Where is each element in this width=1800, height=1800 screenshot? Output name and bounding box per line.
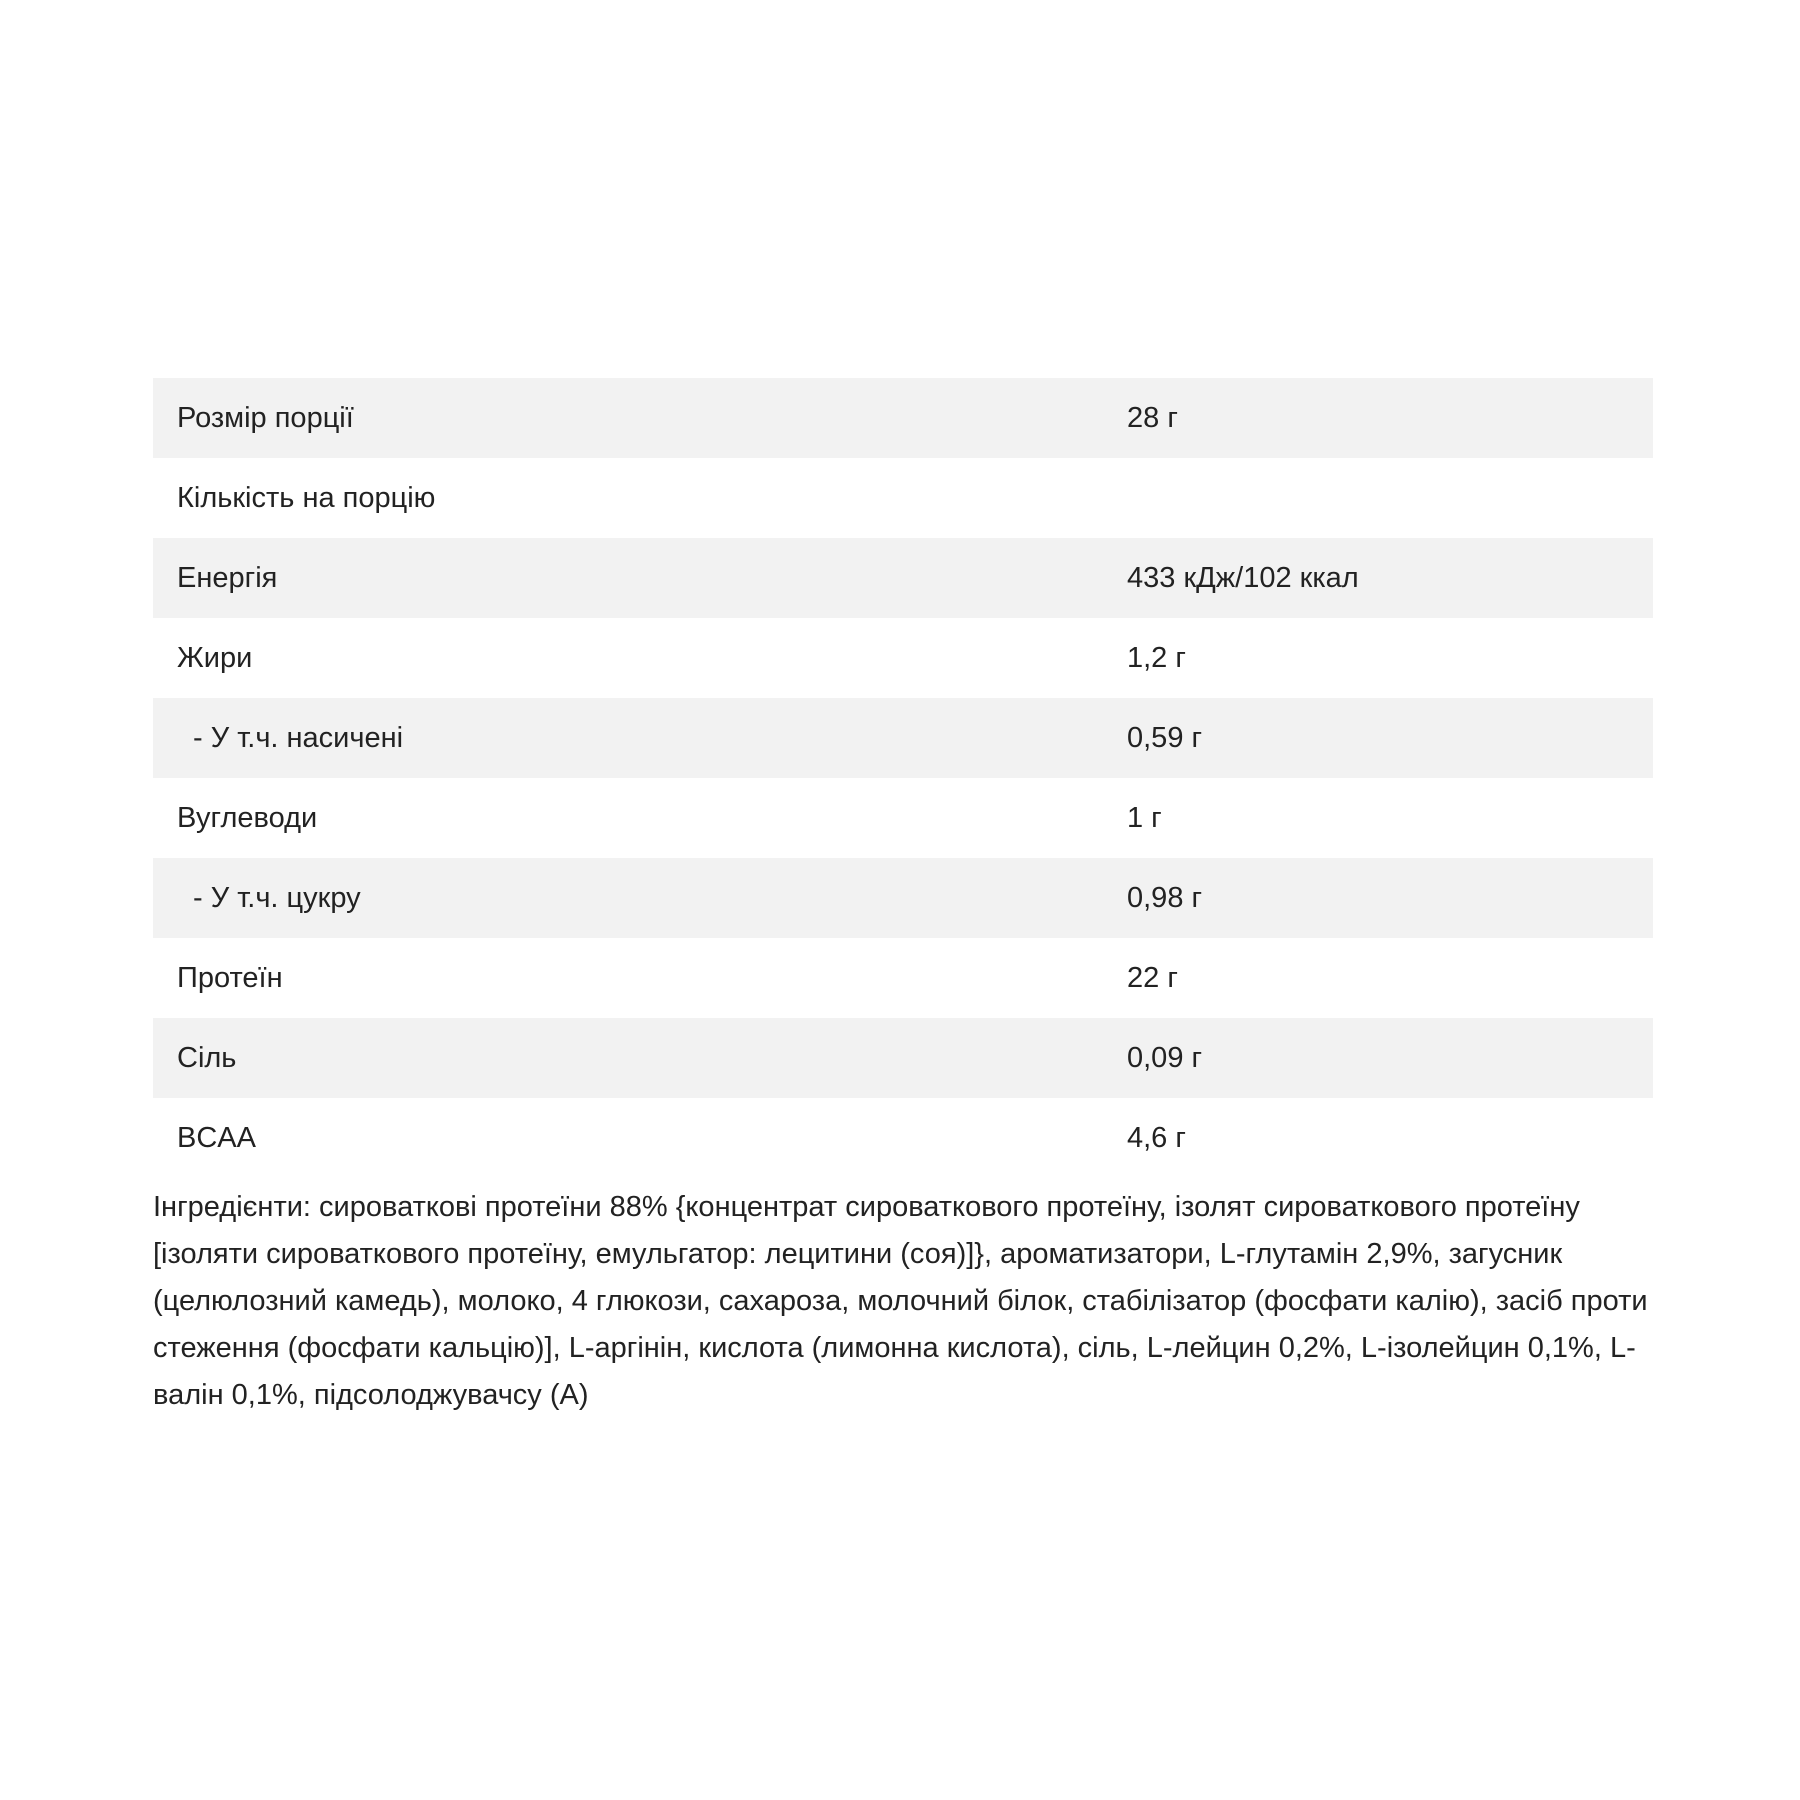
table-row: [153, 378, 1653, 458]
nutrient-label: Енергія: [177, 561, 278, 594]
table-row: [153, 1098, 1653, 1178]
nutrient-label: Вуглеводи: [177, 801, 318, 834]
table-row: [153, 698, 1653, 778]
nutrient-value: 0,09 г: [1127, 1041, 1203, 1074]
nutrient-label: - У т.ч. цукру: [193, 881, 361, 914]
nutrient-value: 1,2 г: [1127, 641, 1186, 674]
nutrient-value: 433 кДж/102 ккал: [1127, 561, 1359, 594]
table-row: [153, 458, 1653, 538]
table-row: [153, 778, 1653, 858]
nutrient-label: Протеїн: [177, 961, 283, 994]
nutrition-facts-table: [153, 378, 1653, 1178]
nutrient-value: 1 г: [1127, 801, 1162, 834]
nutrient-label: Жири: [177, 641, 253, 674]
table-row: [153, 938, 1653, 1018]
nutrient-value: 0,59 г: [1127, 721, 1203, 754]
nutrient-label: Кількість на порцію: [177, 481, 436, 514]
nutrient-label: Розмір порції: [177, 401, 354, 434]
nutrient-label: Сіль: [177, 1041, 237, 1074]
nutrient-label: - У т.ч. насичені: [193, 721, 404, 754]
nutrient-label: BCAA: [177, 1121, 256, 1154]
ingredients-paragraph: Інгредієнти: сироваткові протеїни 88% {концентрат сироваткового протеїну, ізолят сироваткового протеїну [ізоляти сироваткового протеїну, емульгатор: лецитини (соя)]}, ароматизатори, L-глутамін 2,9%, загусник (целюлозний камедь), молоко, 4 глюкози, сахароза, молочний білок, стабілізатор (фосфати калію), засіб проти стеження (фосфати кальцію)], L-аргінін, кислота (лимонна кислота), сіль, L-лейцин 0,2%, L-ізолейцин 0,1%, L-валін 0,1%, підсолоджувачсу (А): [153, 1191, 1648, 1411]
product-description-section: [153, 378, 1653, 1419]
nutrient-value: 22 г: [1127, 961, 1178, 994]
table-row: [153, 1018, 1653, 1098]
table-row: [153, 858, 1653, 938]
nutrient-value: 4,6 г: [1127, 1121, 1186, 1154]
nutrient-value: 0,98 г: [1127, 881, 1203, 914]
table-row: [153, 538, 1653, 618]
nutrient-value: 28 г: [1127, 401, 1178, 434]
table-row: [153, 618, 1653, 698]
